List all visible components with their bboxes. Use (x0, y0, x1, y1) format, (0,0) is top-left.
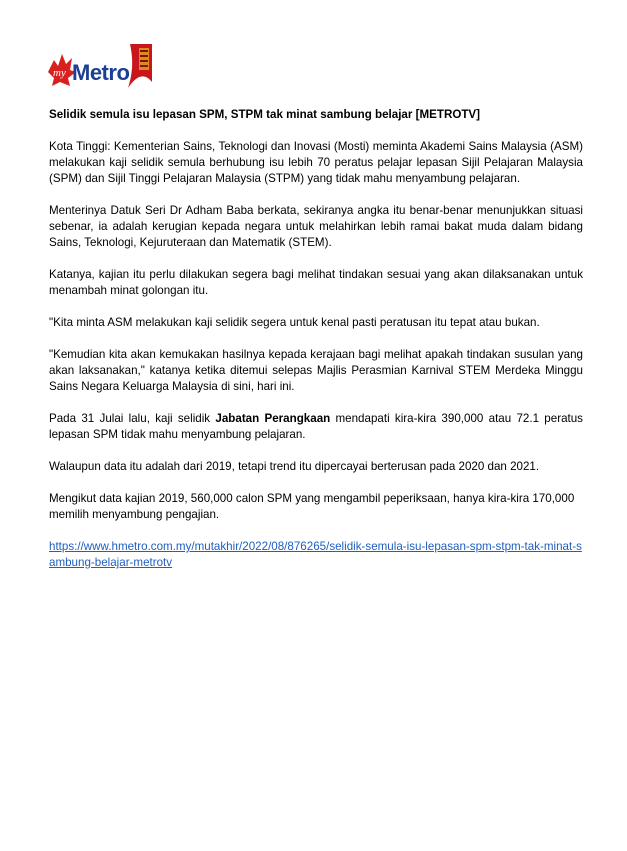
mymetro-logo-graphic (44, 42, 156, 92)
paragraph-text: Pada 31 Julai lalu, kaji selidik (49, 412, 216, 425)
svg-text:my: my (53, 67, 66, 79)
paragraph: "Kita minta ASM melakukan kaji selidik segera untuk kenal pasti peratusan itu tepat atau bukan. (49, 316, 540, 329)
paragraph: Walaupun data itu adalah dari 2019, tetapi trend itu dipercayai berterusan pada 2020 dan 2021. (49, 460, 540, 473)
paragraph: Mengikut data kajian 2019, 560,000 calon SPM yang mengambil peperiksaan, hanya kira-kira 170,000 memilih menyambung pengajian. (49, 492, 575, 521)
article (49, 107, 583, 587)
mymetro-logo (44, 42, 156, 92)
bold-text: Jabatan Perangkaan (215, 412, 331, 425)
paragraph-with-bold (49, 411, 583, 443)
paragraph: Menterinya Datuk Seri Dr Adham Baba berkata, sekiranya angka itu benar-benar menunjukkan situasi sebenar, ia adalah kerugian kepada negara untuk melahirkan lebih ramai bakat muda dalam bidang Sains, Teknologi, Kejuruteraan dan Matematik (STEM). (49, 204, 583, 249)
paragraph-text: mendapati kira-kira 390,000 atau 72.1 peratus lepasan SPM tidak mahu menyambung pelajaran. (49, 412, 583, 441)
article-title: Selidik semula isu lepasan SPM, STPM tak minat sambung belajar [METROTV] (49, 108, 481, 121)
paragraph: "Kemudian kita akan kemukakan hasilnya kepada kerajaan bagi melihat apakah tindakan susulan yang akan laksanakan," katanya ketika ditemui selepas Majlis Perasmian Karnival STEM Merdeka Minggu Sains Negara Keluarga Malaysia di sini, hari ini. (49, 348, 583, 393)
paragraph: Kota Tinggi: Kementerian Sains, Teknologi dan Inovasi (Mosti) meminta Akademi Sains Malaysia (ASM) melakukan kaji selidik semula berhubung isu lebih 70 peratus pelajar lepasan Sijil Pelajaran Malaysia (SPM) dan Sijil Tinggi Pelajaran Malaysia (STPM) yang tidak mahu menyambung pelajaran. (49, 140, 583, 185)
source-link-paragraph (49, 539, 583, 571)
source-link[interactable]: https://www.hmetro.com.my/mutakhir/2022/08/876265/selidik-semula-isu-lepasan-spm-stpm-tak-minat-sambung-belajar-metrotv (49, 540, 582, 569)
svg-text:Metro: Metro (72, 60, 130, 85)
paragraph: Katanya, kajian itu perlu dilakukan segera bagi melihat tindakan sesuai yang akan dilaksanakan untuk menambah minat golongan itu. (49, 268, 583, 297)
